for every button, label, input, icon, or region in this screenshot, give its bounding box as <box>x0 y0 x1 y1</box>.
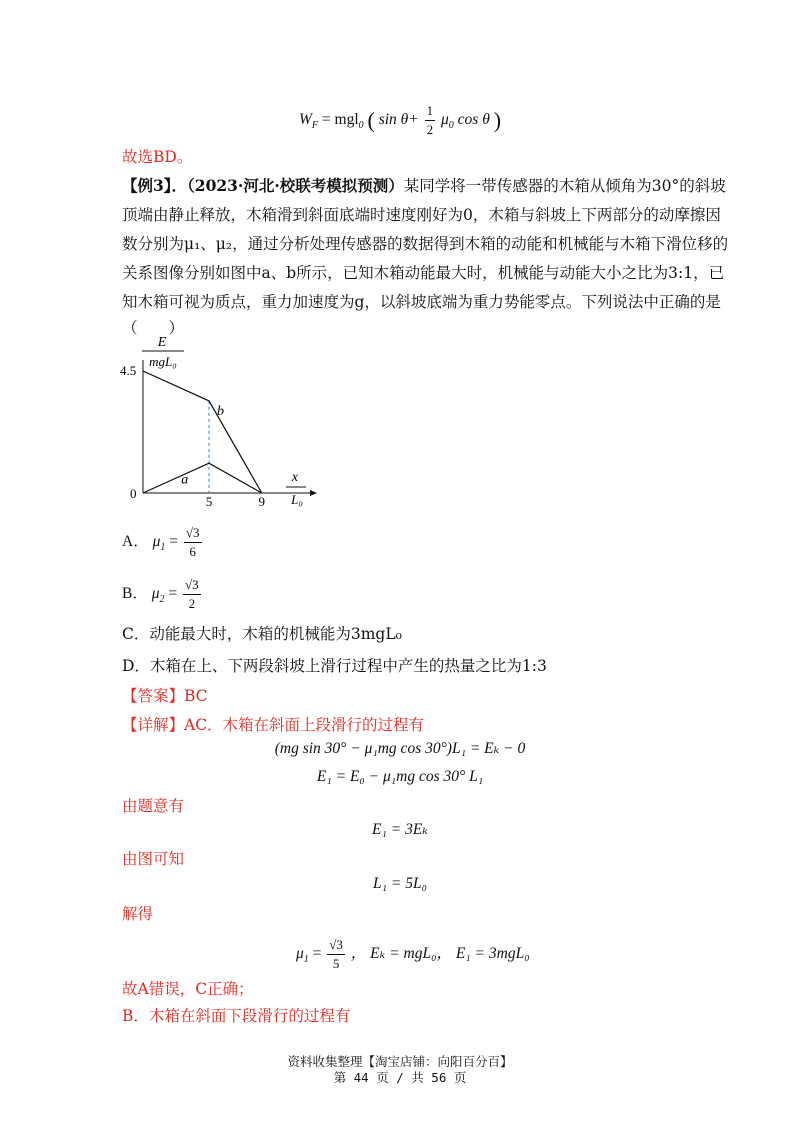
footer-page-number: 第 44 页 / 共 56 页 <box>333 1070 467 1085</box>
problem-source: （2023·河北·校联考模拟预测） <box>187 176 404 195</box>
origin-label: 0 <box>130 486 137 501</box>
x-tick-label-9: 9 <box>258 494 266 509</box>
series-a-label: a <box>181 472 189 488</box>
series-b-label: b <box>217 403 224 419</box>
y-axis-label-denominator: mgL₀ <box>149 354 177 369</box>
equation-4: L₁ = 5L₀ <box>373 875 427 892</box>
option-d[interactable]: D．木箱在上、下两段斜坡上滑行过程中产生的热量之比为1:3 <box>122 657 547 675</box>
work-formula: $W_F = mgl_0$ ( sin θ+ $\frac{1}{2}$ $\mu_0$ cos θ ) <box>298 103 502 137</box>
x-axis-arrow <box>310 490 317 496</box>
energy-chart <box>110 330 320 510</box>
series-b-line <box>143 371 262 493</box>
series-a-line <box>143 463 262 493</box>
answer-parentheses: （ ） <box>122 319 185 337</box>
note-from-graph: 由图可知 <box>122 850 185 868</box>
conclusion-ac: 故A错误，C正确； <box>122 980 254 998</box>
problem-line-2: 顶端由静止释放，木箱滑到斜面底端时速度刚好为0，木箱与斜坡上下两部分的动摩擦因 <box>122 206 721 224</box>
y-axis-label-numerator: E <box>157 335 167 350</box>
equation-1: (mg sin 30° − μ₁mg cos 30°)L₁ = Eₖ − 0 <box>274 740 526 757</box>
x-axis-label-denominator: L₀ <box>291 492 303 507</box>
y-tick-label: 4.5 <box>120 363 137 378</box>
equation-2: E₁ = E₀ − μ₁mg cos 30° L₁ <box>316 768 484 785</box>
part-b-label: B．木箱在斜面下段滑行的过程有 <box>122 1007 351 1025</box>
option-c[interactable]: C．动能最大时，木箱的机械能为3mgL₀ <box>122 625 402 643</box>
x-tick-label-5: 5 <box>205 494 213 509</box>
equation-3: E₁ = 3Eₖ <box>372 821 428 838</box>
note-from-problem: 由题意有 <box>122 797 185 815</box>
detail-label: 【详解】AC．木箱在斜面上段滑行的过程有 <box>122 716 425 734</box>
answer-label: 【答案】BC <box>122 687 208 705</box>
footer-source: 资料收集整理【淘宝店铺：向阳百分百】 <box>287 1054 513 1069</box>
option-a[interactable]: A． $\mu_1$ = $\frac{√3}{6}$ <box>122 525 200 559</box>
problem-line-4: 关系图像分别如图中a、b所示，已知木箱动能最大时，机械能与动能大小之比为3:1，已 <box>122 264 725 282</box>
note-solve: 解得 <box>122 905 154 923</box>
previous-answer: 故选BD。 <box>122 148 193 166</box>
problem-line-1: 【例3】．（2023·河北·校联考模拟预测）某同学将一带传感器的木箱从倾角为30°的斜坡 <box>122 176 726 195</box>
option-b[interactable]: B． $\mu_2$ = $\frac{√3}{2}$ <box>122 577 199 611</box>
problem-line-3: 数分别为μ₁、μ₂，通过分析处理传感器的数据得到木箱的动能和机械能与木箱下滑位移的 <box>122 235 729 253</box>
x-axis-label-numerator: x <box>291 470 299 485</box>
solution-line: $\mu_1$ = $\frac{√3}{5}$ ， Eₖ = mgL₀， E₁ = 3mgL₀ <box>296 937 530 971</box>
problem-line-5: 知木箱可视为质点，重力加速度为g，以斜坡底端为重力势能零点。下列说法中正确的是 <box>122 293 721 311</box>
example-tag: 【例3】． <box>122 176 188 195</box>
